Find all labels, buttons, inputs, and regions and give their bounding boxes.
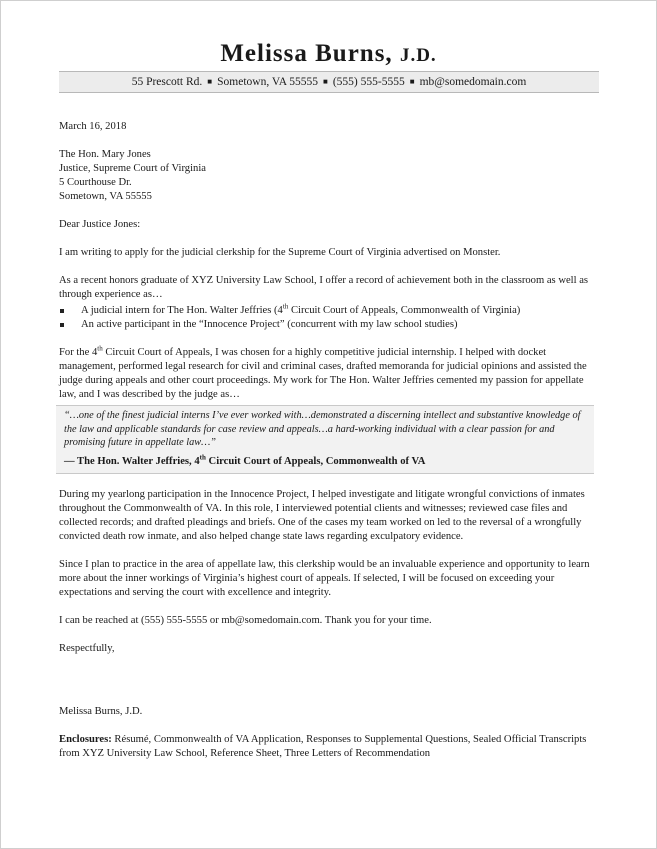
list-item-text: A judicial intern for The Hon. Walter Jeffries (4 (81, 305, 283, 316)
list-item: An active participant in the “Innocence Project” (concurrent with my law school studies) (59, 318, 599, 332)
paragraph-text: Circuit Court of Appeals, I was chosen for a highly competitive judicial internship. I helped with docket management, performed legal research for civil and criminal cases, drafted memoranda for judicial opinions and assisted the judge during appeals and other court proceedings. My work for The Hon. Walter Jeffries cemented my passion for appellate law, and I was described by the judge as… (59, 347, 587, 400)
quote-attribution (64, 452, 586, 469)
paragraph-text: For the 4 (59, 347, 98, 358)
ordinal-suffix: th (97, 344, 103, 353)
innocence-paragraph: During my yearlong participation in the Innocence Project, I helped investigate and litigate wrongful convictions of inmates throughout the Commonwealth of VA. In this role, I interviewed potential clients and witnesses; reviewed case files and collected records; and drafted pleadings and briefs. One of the cases my team worked on led to the reversal of a wrongfully convicted death row inmate, and also helped change state laws regarding exculpatory evidence. (59, 488, 585, 542)
experience-list (59, 304, 599, 332)
contact-city: Sometown, VA 55555 (217, 76, 318, 88)
testimonial-quote (56, 405, 594, 474)
ordinal-suffix: th (199, 452, 206, 461)
attribution-text: Circuit Court of Appeals, Commonwealth of VA (205, 455, 426, 467)
name-suffix: J.D. (399, 45, 437, 66)
recipient-line: 5 Courthouse Dr. (59, 177, 132, 188)
applicant-name (1, 39, 656, 71)
signature-name: Melissa Burns, J.D. (59, 705, 143, 717)
separator-icon: ■ (323, 77, 328, 86)
closing-paragraph: Since I plan to practice in the area of appellate law, this clerkship would be an invaluable experience and opportunity to learn more about the inner workings of Virginia’s highest court of appeals. If selected, I will be focused on exceeding your expectations and serving the court with excellence and integrity. (59, 558, 590, 598)
list-item (59, 304, 599, 318)
list-item-text: Circuit Court of Appeals, Commonwealth of Virginia) (288, 305, 521, 316)
enclosures-label: Enclosures: (59, 733, 112, 745)
attribution-text: — The Hon. Walter Jeffries, 4 (64, 455, 200, 467)
separator-icon: ■ (207, 77, 213, 86)
contact-bar (59, 71, 599, 93)
signoff: Respectfully, (59, 642, 115, 654)
salutation: Dear Justice Jones: (59, 219, 141, 230)
letter-date: March 16, 2018 (59, 121, 127, 132)
court-paragraph (59, 346, 599, 402)
intro-paragraph: I am writing to apply for the judicial clerkship for the Supreme Court of Virginia advertised on Monster. (59, 247, 501, 258)
name-text: Melissa Burns, (220, 40, 393, 67)
contact-paragraph: I can be reached at (555) 555-5555 or mb@somedomain.com. Thank you for your time. (59, 614, 432, 626)
recipient-line: Justice, Supreme Court of Virginia (59, 163, 206, 174)
enclosures-text: Résumé, Commonwealth of VA Application, Responses to Supplemental Questions, Sealed Official Transcripts from XYZ University Law School, Reference Sheet, Three Letters of Recommendation (59, 733, 587, 759)
recipient-line: Sometown, VA 55555 (59, 191, 152, 202)
quote-text: “…one of the finest judicial interns I’ve ever worked with…demonstrated a discerning intellect and substantive knowledge of the law and applicable standards for case review and appeals…a hard-working individual with a clear passion for and promising future in appellate law…” (64, 410, 581, 448)
recipient-line: The Hon. Mary Jones (59, 149, 151, 160)
contact-email[interactable]: mb@somedomain.com (419, 76, 527, 88)
enclosures (59, 733, 599, 761)
letter-body (59, 120, 599, 761)
ordinal-suffix: th (282, 302, 289, 311)
contact-address: 55 Prescott Rd. (131, 76, 203, 88)
separator-icon: ■ (409, 77, 415, 86)
contact-phone: (555) 555-5555 (332, 76, 405, 88)
achievement-paragraph: As a recent honors graduate of XYZ University Law School, I offer a record of achievement both in the classroom as well as through experience as… (59, 275, 589, 300)
recipient-block (59, 148, 599, 204)
